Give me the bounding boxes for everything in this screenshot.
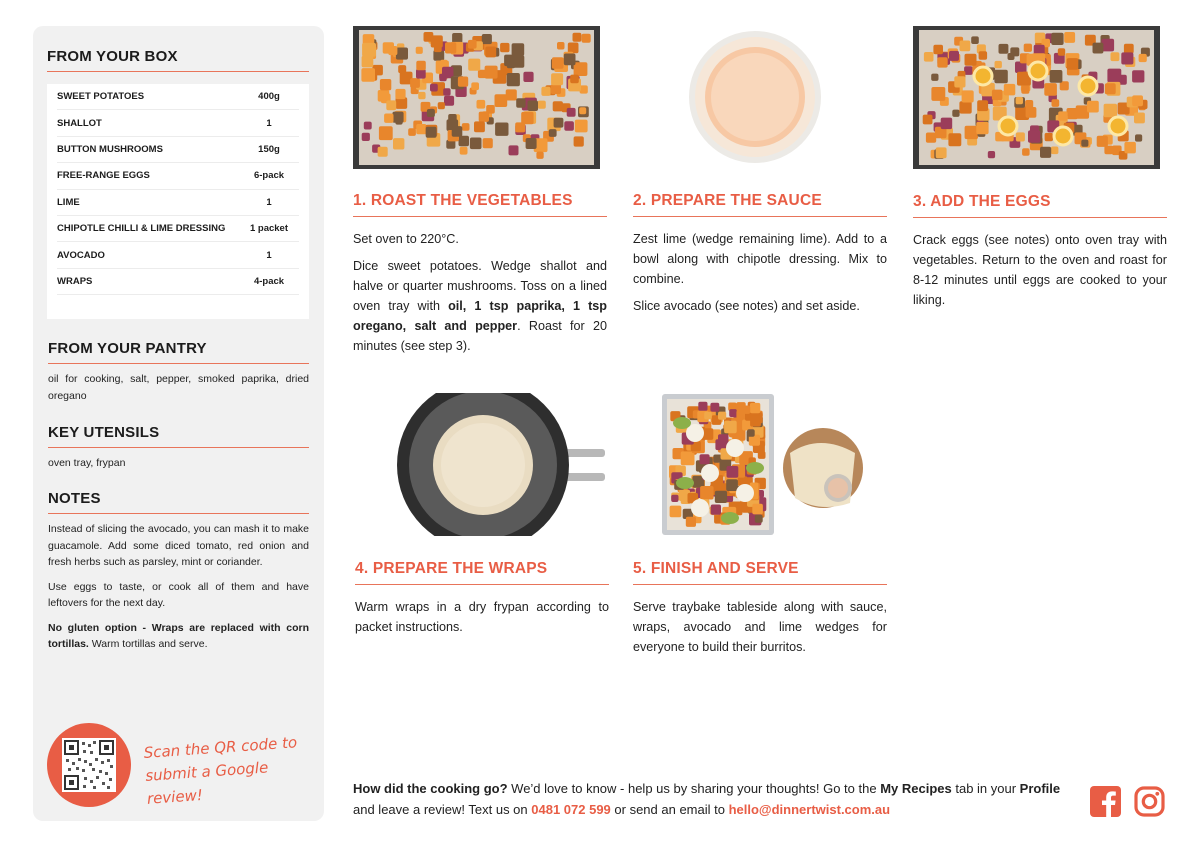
roast-vegetables-image	[353, 26, 600, 169]
footer-text: tab in your	[951, 781, 1020, 796]
notes-paragraph: Instead of slicing the avocado, you can mash it to make guacamole. Add some diced tomato, red onion and fresh herbs such as parsley, mint or coriander.	[48, 523, 309, 568]
email-link[interactable]: hello@dinnertwist.com.au	[728, 802, 891, 817]
footer-question: How did the cooking go?	[353, 781, 508, 796]
ingredient-name: LIME	[57, 196, 80, 208]
phone-link[interactable]: 0481 072 599	[531, 802, 611, 817]
ingredient-row	[57, 269, 299, 295]
add-eggs-image	[913, 26, 1160, 169]
instruction-bold: oil, 1 tsp paprika, 1 tsp oregano, salt and pepper	[353, 299, 607, 333]
my-recipes-link[interactable]: My Recipes	[880, 781, 952, 796]
notes-title: NOTES	[48, 490, 101, 507]
ingredient-row	[57, 137, 299, 163]
instruction-text: . Roast for 20 minutes (see step 3).	[353, 319, 607, 353]
step-2	[633, 192, 887, 323]
utensils-text: oven tray, frypan	[48, 457, 126, 469]
step-instructions	[353, 229, 607, 356]
ingredient-qty: 4-pack	[253, 275, 285, 287]
qr-text-line: Scan the QR code to	[143, 733, 298, 762]
step-instructions	[355, 597, 609, 637]
frypan-image	[395, 393, 605, 536]
key-utensils-title: KEY UTENSILS	[48, 424, 160, 441]
ingredient-name: SHALLOT	[57, 117, 102, 129]
from-your-box-title: FROM YOUR BOX	[47, 48, 178, 65]
ingredient-row	[57, 84, 299, 110]
ingredient-name: CHIPOTLE CHILLI & LIME DRESSING	[57, 223, 226, 235]
step-title: 3. ADD THE EGGS	[913, 193, 1051, 210]
ingredient-row	[57, 190, 299, 216]
footer-text: or send an email to	[610, 802, 729, 817]
notes-paragraph: Use eggs to taste, or cook all of them and have leftovers for the next day.	[48, 580, 309, 609]
step-title: 2. PREPARE THE SAUCE	[633, 192, 822, 209]
ingredient-qty: 1 packet	[249, 223, 289, 235]
finish-serve-image	[660, 393, 865, 536]
from-your-box-section	[47, 48, 309, 72]
step-paragraph: Serve traybake tableside along with sauce, wraps, avocado and lime wedges for everyone to build their burritos.	[633, 600, 887, 654]
step-4	[355, 560, 609, 644]
divider	[633, 584, 887, 585]
ingredient-qty: 1	[266, 249, 272, 261]
step-paragraph: Slice avocado (see notes) and set aside.	[633, 299, 860, 313]
divider	[913, 217, 1167, 218]
step-instructions	[913, 230, 1167, 310]
step-paragraph: Warm wraps in a dry frypan according to packet instructions.	[355, 600, 609, 634]
step-instructions	[633, 597, 887, 657]
step-paragraph: Set oven to 220°C.	[353, 232, 459, 246]
footer-text: We’d love to know - help us by sharing your thoughts! Go to the	[507, 781, 881, 796]
step-5	[633, 560, 887, 664]
review-footer	[353, 778, 1073, 820]
qr-text-line: submit a Google review!	[144, 758, 269, 808]
profile-link[interactable]: Profile	[1019, 781, 1061, 796]
divider	[633, 216, 887, 217]
ingredient-qty: 400g	[258, 91, 280, 103]
step-instructions	[633, 229, 887, 316]
ingredient-name: WRAPS	[57, 275, 93, 287]
sauce-bowl-image	[687, 29, 823, 165]
step-1	[353, 192, 607, 363]
from-your-pantry-section	[48, 340, 309, 404]
instruction-text: Dice sweet potatoes. Wedge shallot and halve or quarter mushrooms. Toss on a lined oven tray with	[353, 259, 607, 313]
ingredient-name: BUTTON MUSHROOMS	[57, 143, 163, 155]
divider	[48, 513, 309, 514]
from-your-pantry-title: FROM YOUR PANTRY	[48, 340, 207, 357]
pantry-text: oil for cooking, salt, pepper, smoked paprika, dried oregano	[48, 373, 309, 402]
facebook-icon[interactable]	[1090, 786, 1121, 817]
step-title: 1. ROAST THE VEGETABLES	[353, 192, 573, 209]
divider	[48, 447, 309, 448]
notes-section	[48, 490, 309, 661]
qr-code-icon[interactable]	[62, 738, 116, 792]
notes-paragraph	[48, 620, 309, 653]
step-title: 4. PREPARE THE WRAPS	[355, 560, 548, 577]
qr-badge[interactable]	[47, 723, 131, 807]
divider	[353, 216, 607, 217]
divider	[48, 363, 309, 364]
sidebar	[33, 26, 324, 821]
step-paragraph: Zest lime (wedge remaining lime). Add to a bowl along with chipotle dressing. Mix to combine.	[633, 232, 887, 286]
ingredients-table	[47, 84, 309, 319]
footer-text: and leave a review! Text us on	[353, 802, 532, 817]
ingredient-row	[57, 163, 299, 189]
step-title: 5. FINISH AND SERVE	[633, 560, 799, 577]
key-utensils-section	[48, 424, 309, 472]
ingredient-qty: 150g	[258, 143, 280, 155]
qr-call-to-action	[143, 730, 317, 811]
ingredient-name: SWEET POTATOES	[57, 91, 145, 103]
gluten-option-bold: No gluten option - Wraps are replaced with corn tortillas.	[48, 621, 309, 650]
ingredient-name: FREE-RANGE EGGS	[57, 170, 150, 182]
ingredient-row	[57, 216, 299, 242]
ingredient-row	[57, 242, 299, 268]
step-3	[913, 193, 1167, 317]
step-paragraph: Crack eggs (see notes) onto oven tray with vegetables. Return to the oven and roast for 8-12 minutes until eggs are cooked to your liking.	[913, 233, 1167, 307]
step-paragraph	[353, 256, 607, 356]
gluten-option-text: Warm tortillas and serve.	[88, 638, 208, 650]
instagram-icon[interactable]	[1134, 786, 1165, 817]
divider	[47, 71, 309, 72]
ingredient-qty: 6-pack	[253, 170, 285, 182]
divider	[355, 584, 609, 585]
ingredient-name: AVOCADO	[57, 249, 105, 261]
notes-text	[48, 521, 309, 653]
ingredient-qty: 1	[266, 117, 272, 129]
ingredient-qty: 1	[266, 196, 272, 208]
ingredient-row	[57, 110, 299, 136]
